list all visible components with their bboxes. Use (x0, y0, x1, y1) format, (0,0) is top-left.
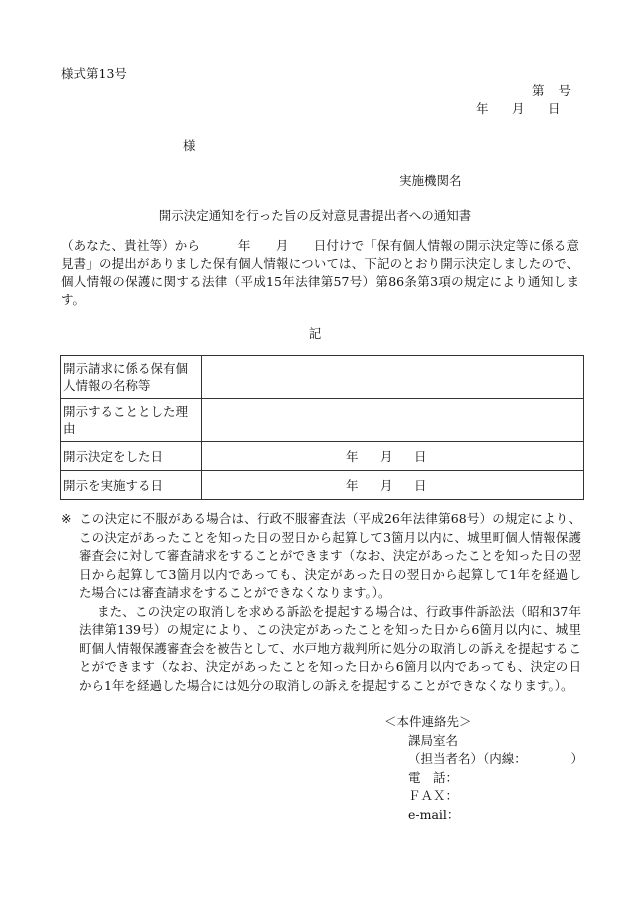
decision-date-placeholder (204, 448, 581, 465)
notes-section (61, 510, 581, 695)
doc-number-suffix: 号 (558, 83, 572, 98)
implementation-date-placeholder (204, 477, 581, 494)
row-value (202, 471, 584, 500)
row-value (202, 356, 584, 399)
date-month: 月 (380, 448, 393, 464)
ki-heading: 記 (308, 326, 322, 341)
date-day: 日 (414, 477, 427, 493)
row-value (202, 399, 584, 442)
contact-fax: ＦＡＸ： (408, 788, 459, 803)
table-row (61, 442, 584, 471)
info-table (60, 355, 584, 500)
note-paragraph-2: また、この決定の取消しを求める訴訟を提起する場合は、行政事件訴訟法（昭和37年法律第139号）の規定により、この決定があったことを知った日から6箇月以内に、城里町個人情報保護審査会を被告として、水戸地方裁判所に処分の取消しの訴えを提起することができます（なお、決定があったことを知った日から6箇月以内であっても、決定の日から1年を経過した場合には処分の取消しの訴えを提起することができなくなります。）。 (79, 603, 581, 693)
note-text-1: この決定に不服がある場合は、行政不服審査法（平成26年法律第68号）の規定により、この決定があったことを知った日の翌日から起算して3箇月以内に、城里町個人情報保護審査会に対して審査請求をすることができます（なお、決定があったことを知った日の翌日から起算して3箇月以内であっても、決定があった日の翌日から起算して1年を経過した場合には審査請求をすることができなくなります。）。 (79, 511, 581, 600)
table-row (61, 356, 584, 399)
date-month: 月 (380, 477, 393, 493)
contact-heading: ＜本件連絡先＞ (384, 714, 472, 729)
contact-person: （担当者名）（内線： ） (408, 751, 584, 766)
date-year: 年 (346, 477, 359, 493)
form-number: 様式第13号 (61, 66, 127, 81)
row-label: 開示を実施する日 (61, 471, 202, 500)
sender-organization: 実施機関名 (399, 173, 462, 188)
note-paragraph-1 (61, 510, 581, 603)
row-value (202, 442, 584, 471)
row-label: 開示請求に係る保有個人情報の名称等 (61, 356, 202, 399)
row-label: 開示決定をした日 (61, 442, 202, 471)
doc-number-label: 第 (532, 83, 545, 98)
date-day: 日 (548, 101, 561, 116)
row-label: 開示することとした理由 (61, 399, 202, 442)
date-year: 年 (476, 101, 489, 116)
body-paragraph: （あなた、貴社等）から 年 月 日付けで「保有個人情報の開示決定等に係る意見書」の提出がありました保有個人情報については、下記のとおり開示決定しましたので、個人情報の保護に関する法律（平成15年法律第57号）第86条第3項の規定により通知します。 (61, 238, 579, 307)
issue-date (476, 99, 561, 117)
date-year: 年 (346, 448, 359, 464)
table-row (61, 471, 584, 500)
note-mark: ※ (61, 511, 72, 526)
date-day: 日 (414, 448, 427, 464)
contact-department: 課局室名 (408, 732, 459, 748)
date-month: 月 (512, 101, 525, 116)
addressee: 様 (183, 138, 196, 153)
document-title: 開示決定通知を行った旨の反対意見書提出者への通知書 (158, 208, 472, 223)
contact-phone: 電 話： (408, 769, 459, 785)
document-number (532, 81, 571, 99)
contact-info (384, 713, 583, 824)
table-row (61, 399, 584, 442)
contact-email: e-mail： (408, 806, 460, 822)
